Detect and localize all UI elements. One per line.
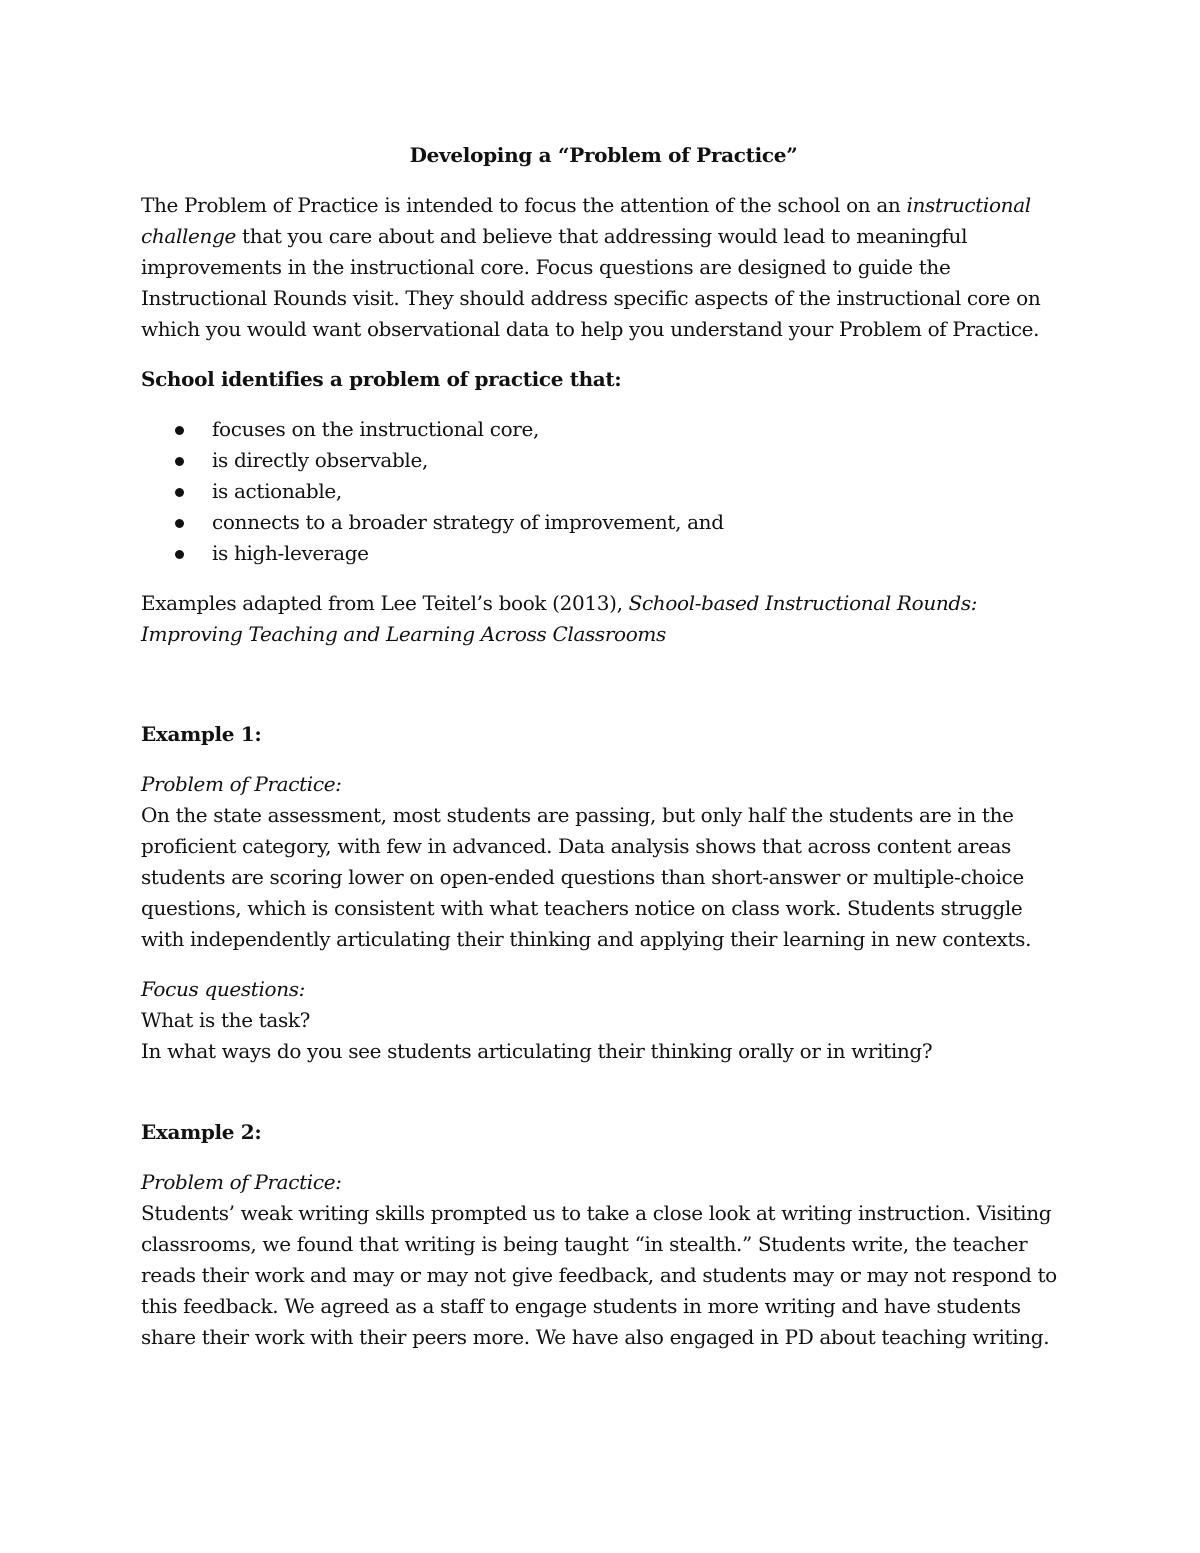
bullet-icon [175, 457, 184, 466]
book-title: School-based Instructional Rounds: Improving Teaching and Learning Across Classrooms [141, 591, 978, 646]
intro-text-end: that you care about and believe that addressing would lead to meaningful improvements in the instructional core. Focus questions are designed to guide the Instructional Rounds visit. They should address specific aspects of the instructional core on which you would want observational data to help you understand your Problem of Practice. [141, 224, 1041, 341]
source-prefix: Examples adapted from Lee Teitel’s book (2013), [141, 591, 629, 615]
intro-paragraph [141, 190, 1066, 345]
bullet-icon [175, 488, 184, 497]
example-1-heading: Example 1: [141, 722, 262, 746]
criteria-item [141, 445, 1066, 476]
criteria-item-text: is directly observable, [212, 448, 428, 472]
criteria-item [141, 476, 1066, 507]
criteria-item [141, 414, 1066, 445]
criteria-item [141, 538, 1066, 569]
bullet-icon [175, 519, 184, 528]
example-1-focus-question: In what ways do you see students articulating their thinking orally or in writing? [141, 1039, 933, 1063]
criteria-item-text: is high-leverage [212, 541, 369, 565]
criteria-item-text: connects to a broader strategy of improvement, and [212, 510, 724, 534]
document-page [141, 140, 1066, 1353]
bullet-icon [175, 426, 184, 435]
criteria-heading: School identifies a problem of practice that: [141, 367, 622, 391]
example-2-pop-text: Students’ weak writing skills prompted us to take a close look at writing instruction. Visiting classrooms, we found that writing is being taught “in stealth.” Students write, the teacher reads their work and may or may not give feedback, and students may or may not respond to this feedback. We agreed as a staff to engage students in more writing and have students share their work with their peers more. We have also engaged in PD about teaching writing. [141, 1201, 1057, 1349]
criteria-item-text: is actionable, [212, 479, 342, 503]
bullet-icon [175, 550, 184, 559]
criteria-item [141, 507, 1066, 538]
intro-italic-term: instructional challenge [141, 193, 1031, 248]
example-1-pop-text: On the state assessment, most students are passing, but only half the students are in the proficient category, with few in advanced. Data analysis shows that across content areas students are scoring lower on open-ended questions than short-answer or multiple-choice questions, which is consistent with what teachers notice on class work. Students struggle with independently articulating their thinking and applying their learning in new contexts. [141, 803, 1032, 951]
document-title: Developing a “Problem of Practice” [409, 143, 798, 167]
criteria-list [141, 414, 1066, 569]
example-1-pop-label: Problem of Practice: [141, 772, 342, 796]
intro-text-start: The Problem of Practice is intended to focus the attention of the school on an [141, 193, 907, 217]
example-1-focus-question: What is the task? [141, 1008, 311, 1032]
criteria-item-text: focuses on the instructional core, [212, 417, 539, 441]
example-1-focus-label: Focus questions: [141, 977, 306, 1001]
source-citation [141, 588, 1066, 650]
example-2-pop-label: Problem of Practice: [141, 1170, 342, 1194]
example-2-heading: Example 2: [141, 1120, 262, 1144]
